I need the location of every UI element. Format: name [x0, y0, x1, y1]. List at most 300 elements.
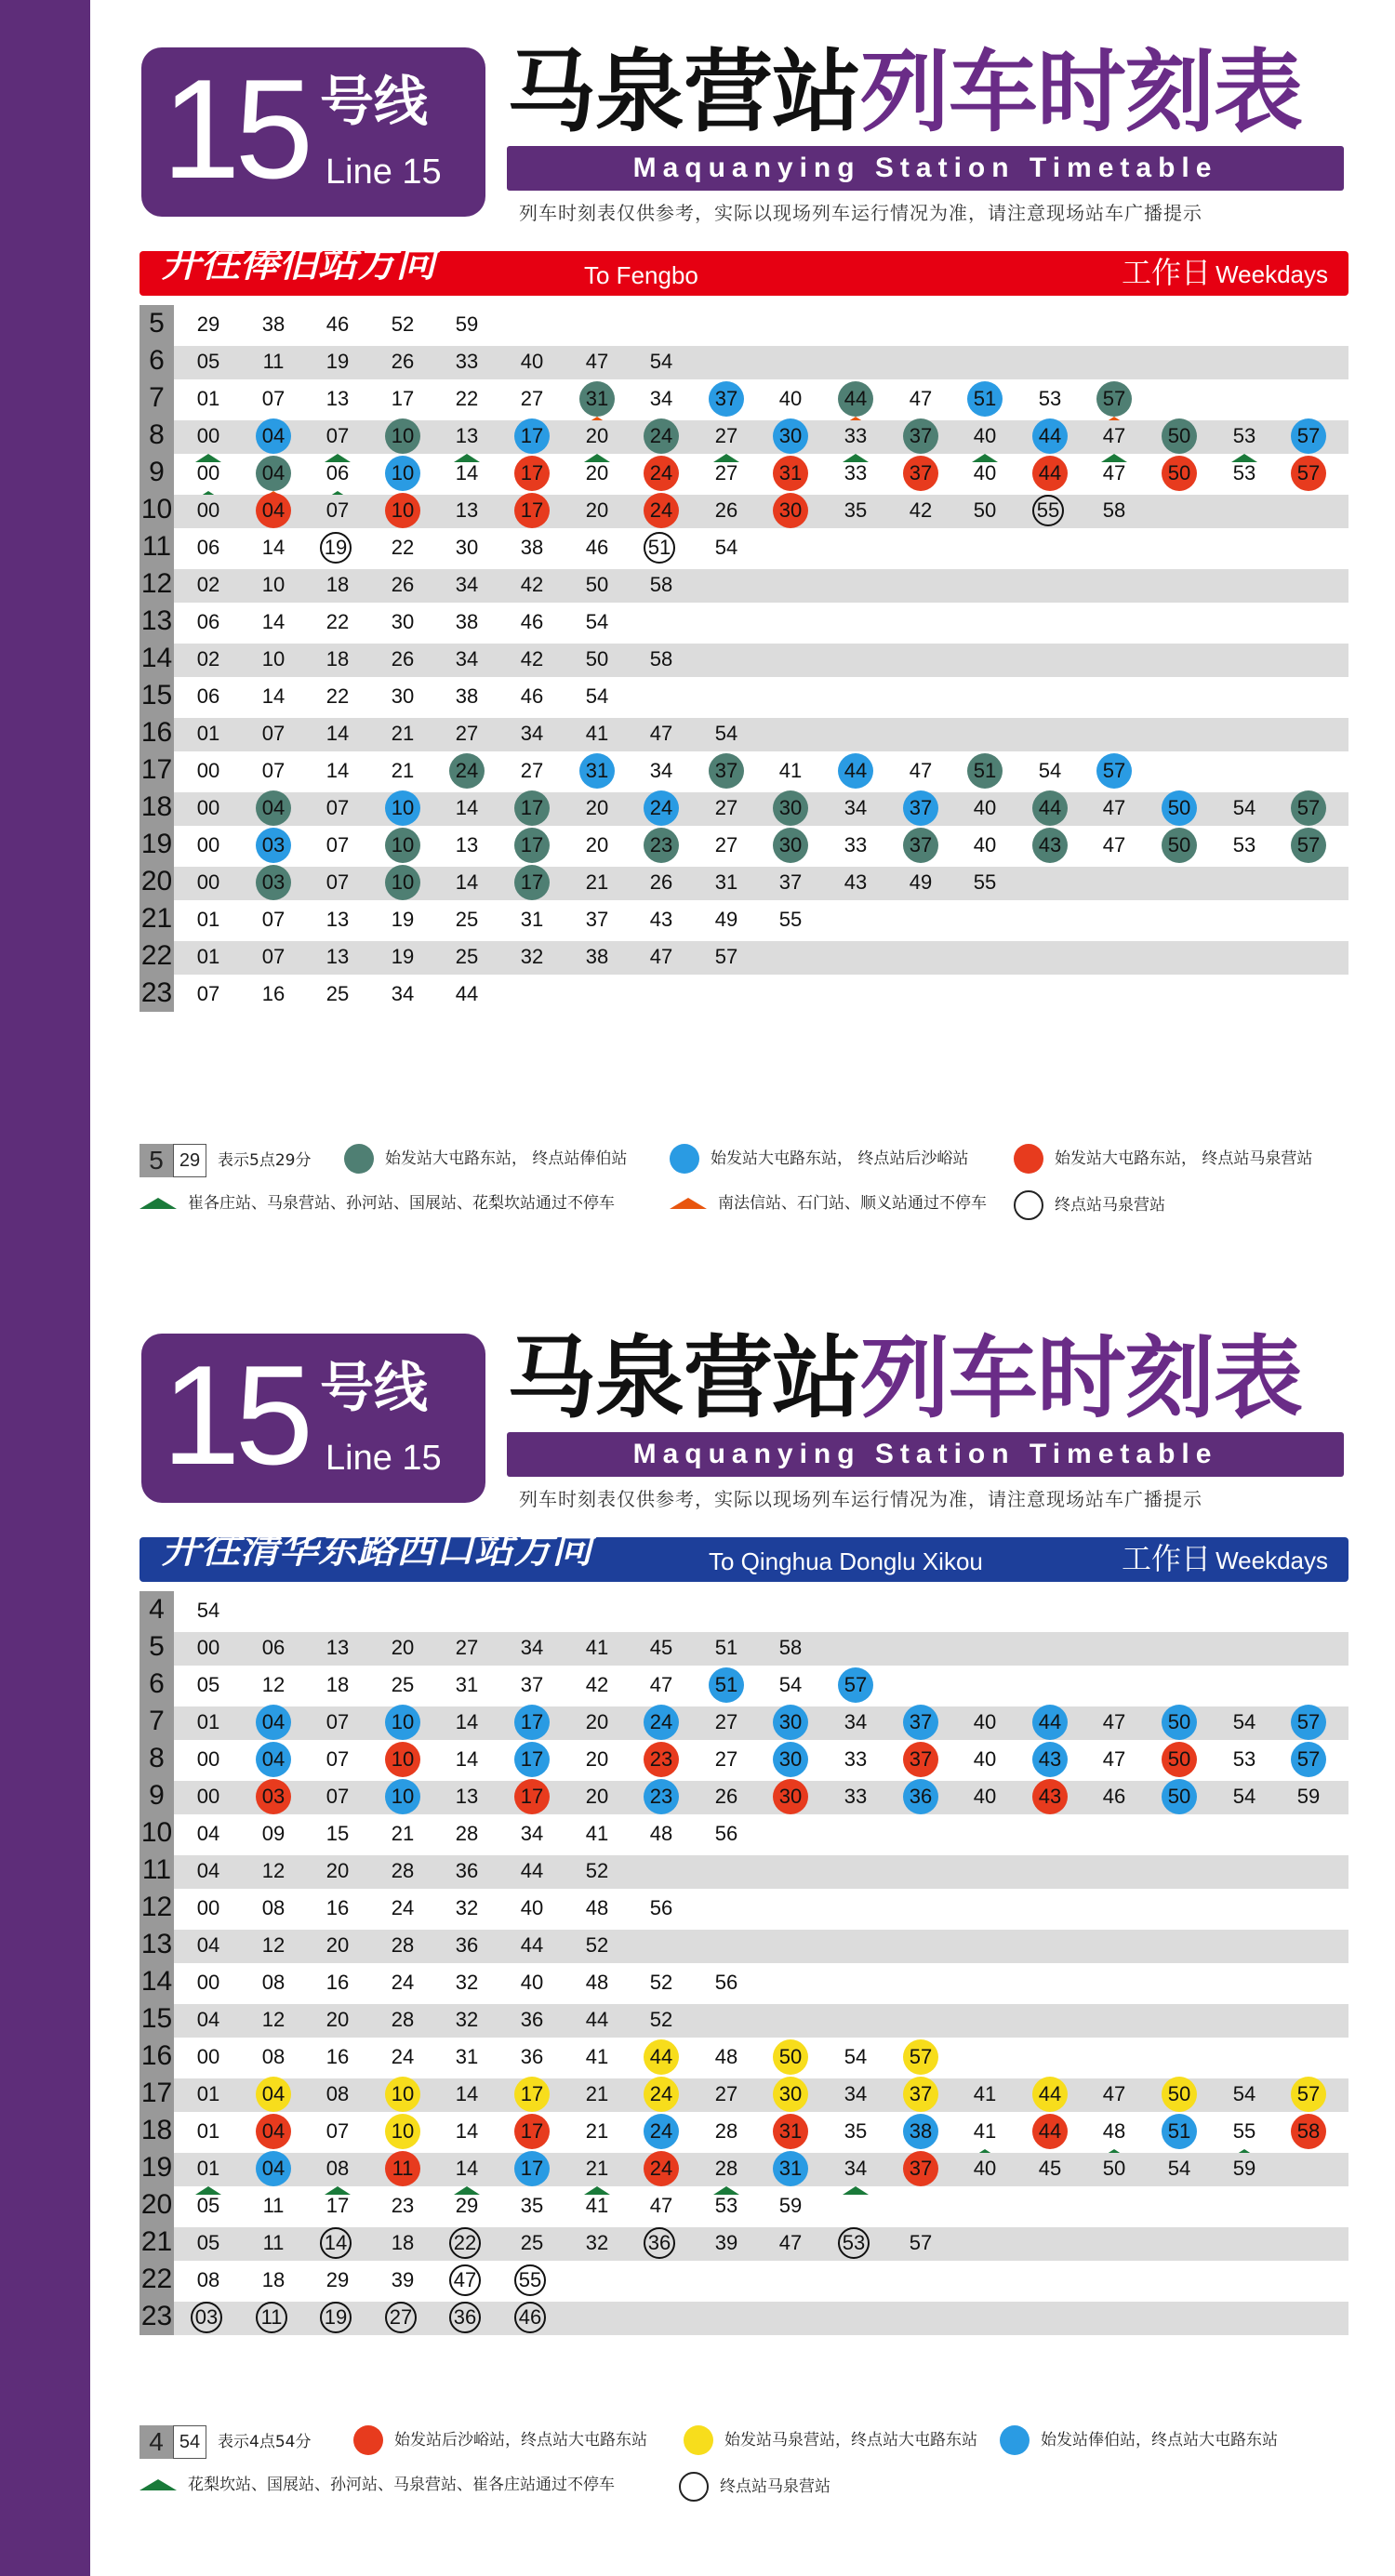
minute-value: 27	[389, 2305, 413, 2329]
hour-label: 13	[140, 1926, 174, 1963]
minute-value: 28	[391, 1859, 415, 1882]
minute-value: 42	[585, 1673, 609, 1696]
minute-value: 20	[585, 461, 609, 485]
minute-value: 57	[1296, 2082, 1321, 2105]
minute-cell	[191, 1853, 226, 1889]
minute-cell	[1096, 2114, 1132, 2149]
title-en: Maquanying Station Timetable	[507, 146, 1344, 191]
minute-value: 01	[196, 2157, 220, 2180]
minute-cell	[385, 2188, 420, 2224]
day-type	[1122, 1540, 1328, 1583]
minute-value: 23	[649, 833, 673, 856]
minute-value: 57	[1296, 1710, 1321, 1733]
minute-value: 43	[1038, 1785, 1062, 1808]
minute-value: 13	[455, 833, 479, 856]
minute-value: 50	[585, 647, 609, 671]
minute-cell	[967, 790, 1003, 826]
minute-value: 04	[196, 1822, 220, 1845]
minute-cell	[385, 790, 420, 826]
minute-cell	[320, 567, 355, 603]
minute-cell	[191, 2039, 226, 2075]
minute-value: 57	[1296, 1747, 1321, 1771]
minute-value: 08	[326, 2157, 350, 2180]
minute-cell	[1162, 1779, 1197, 1814]
minute-value: 36	[647, 2231, 671, 2254]
minute-value: 23	[391, 2194, 415, 2217]
minute-value: 32	[455, 1896, 479, 1919]
hour-row	[140, 937, 1348, 975]
legend-text: 南法信站、石门站、顺义站通过不停车	[718, 1194, 987, 1213]
minute-value: 21	[585, 2119, 609, 2143]
minute-cell	[709, 2039, 744, 2075]
day-zh: 工作日	[1121, 255, 1211, 290]
minute-value: 36	[455, 1859, 479, 1882]
minute-value: 26	[714, 498, 738, 522]
minute-value: 50	[1167, 461, 1191, 485]
minute-cell	[1096, 1742, 1132, 1777]
hour-row	[140, 603, 1348, 640]
minute-cell	[256, 716, 291, 751]
minute-value: 16	[326, 1896, 350, 1919]
minute-cell	[514, 2077, 550, 2112]
minute-value: 54	[1038, 759, 1062, 782]
legend-text: 始发站俸伯站，终点站大屯路东站	[1041, 2431, 1278, 2450]
hour-label: 11	[140, 528, 174, 565]
legend-item	[353, 2425, 647, 2455]
minute-value: 40	[520, 1896, 544, 1919]
minute-value: 22	[391, 536, 415, 559]
minute-cell	[514, 418, 550, 454]
hour-label: 8	[140, 417, 174, 454]
line-badge	[141, 47, 485, 217]
minute-cell	[644, 716, 679, 751]
minute-cell	[838, 2039, 873, 2075]
minute-value: 32	[455, 1971, 479, 1994]
minute-cell	[256, 1965, 291, 2000]
minute-cell	[967, 1742, 1003, 1777]
minute-cell	[1227, 828, 1262, 863]
minute-cell	[644, 381, 679, 417]
minute-value: 18	[326, 573, 350, 596]
minute-cell	[385, 753, 420, 789]
minute-value: 37	[909, 461, 933, 485]
minute-cell	[903, 418, 938, 454]
minute-cell	[320, 2002, 355, 2038]
hour-label: 21	[140, 900, 174, 937]
minute-cell	[449, 1928, 485, 1963]
minute-cell	[320, 976, 355, 1012]
minute-cell	[773, 2039, 808, 2075]
minute-value: 08	[196, 2268, 220, 2291]
minute-cell	[838, 2227, 870, 2259]
minute-value: 00	[196, 833, 220, 856]
minute-cell	[449, 344, 485, 379]
minute-cell	[385, 604, 420, 640]
hour-row	[140, 379, 1348, 417]
minute-value: 07	[326, 1747, 350, 1771]
minute-value: 54	[649, 350, 673, 373]
minute-value: 00	[196, 870, 220, 894]
minute-value: 40	[973, 2157, 997, 2180]
hour-label: 18	[140, 2112, 174, 2149]
hour-row	[140, 640, 1348, 677]
minute-cell	[191, 1593, 226, 1628]
hour-row	[140, 454, 1348, 491]
minute-cell	[1227, 2114, 1262, 2149]
minute-value: 30	[778, 424, 803, 447]
minute-value: 34	[455, 573, 479, 596]
minute-value: 12	[261, 1859, 286, 1882]
minute-value: 25	[455, 908, 479, 931]
minute-cell	[838, 418, 873, 454]
minute-cell	[449, 1705, 485, 1740]
minute-cell	[579, 493, 615, 528]
minute-value: 44	[844, 759, 868, 782]
minute-value: 07	[261, 759, 286, 782]
minute-value: 11	[262, 2194, 285, 2217]
minute-value: 47	[1102, 833, 1126, 856]
minute-value: 40	[973, 1747, 997, 1771]
minute-cell	[449, 456, 485, 491]
minute-value: 49	[909, 870, 933, 894]
legend-text: 始发站大屯路东站， 终点站马泉营站	[1055, 1149, 1313, 1168]
minute-cell	[191, 753, 226, 789]
minute-cell	[903, 1705, 938, 1740]
minute-cell	[385, 828, 420, 863]
minute-cell	[579, 828, 615, 863]
minute-cell	[514, 2302, 546, 2333]
minute-cell	[838, 381, 873, 417]
minute-value: 57	[1296, 833, 1321, 856]
minute-cell	[1032, 753, 1068, 789]
minute-value: 24	[649, 2119, 673, 2143]
minute-value: 24	[649, 796, 673, 819]
minute-cell	[320, 1630, 355, 1666]
minute-value: 00	[196, 1896, 220, 1919]
minute-value: 24	[391, 1971, 415, 1994]
minute-value: 39	[391, 2268, 415, 2291]
minute-value: 30	[778, 2082, 803, 2105]
minute-cell	[191, 2302, 222, 2333]
minute-value: 40	[973, 424, 997, 447]
minute-cell	[256, 1742, 291, 1777]
minute-cell	[256, 790, 291, 826]
minute-cell	[1096, 1779, 1132, 1814]
minute-value: 30	[391, 684, 415, 708]
minute-cell	[773, 456, 808, 491]
minute-cell	[449, 2151, 485, 2186]
minute-value: 53	[842, 2231, 866, 2254]
minute-value: 20	[585, 1785, 609, 1808]
minute-value: 24	[391, 1896, 415, 1919]
minute-cell	[644, 828, 679, 863]
minute-cell	[773, 828, 808, 863]
minute-cell	[1032, 2151, 1068, 2186]
minute-value: 44	[520, 1933, 544, 1957]
minute-cell	[1032, 381, 1068, 417]
hour-label: 16	[140, 2038, 174, 2075]
minute-cell	[256, 381, 291, 417]
minute-value: 06	[196, 684, 220, 708]
minute-cell	[449, 753, 485, 789]
minute-value: 51	[714, 1673, 738, 1696]
minute-value: 52	[649, 2008, 673, 2031]
minute-value: 47	[649, 722, 673, 745]
minute-value: 03	[194, 2305, 219, 2329]
example-minute: 54	[173, 2425, 206, 2459]
minute-cell	[1162, 2077, 1197, 2112]
minute-value: 44	[844, 387, 868, 410]
hour-label: 8	[140, 1740, 174, 1777]
minute-value: 27	[455, 1636, 479, 1659]
hour-label: 11	[140, 1852, 174, 1889]
minute-value: 50	[973, 498, 997, 522]
minute-cell	[320, 1853, 355, 1889]
minute-cell	[1032, 828, 1068, 863]
minute-value: 48	[1102, 2119, 1126, 2143]
minute-cell	[320, 456, 355, 491]
minute-cell	[449, 790, 485, 826]
minute-value: 22	[326, 684, 350, 708]
minute-value: 08	[326, 2082, 350, 2105]
minute-value: 17	[520, 461, 544, 485]
minute-value: 37	[909, 2157, 933, 2180]
hour-label: 23	[140, 2298, 174, 2335]
minute-value: 17	[391, 387, 415, 410]
minute-cell	[320, 2151, 355, 2186]
minute-value: 56	[649, 1896, 673, 1919]
minute-cell	[1291, 828, 1326, 863]
minute-value: 05	[196, 350, 220, 373]
minute-cell	[191, 828, 226, 863]
minute-value: 41	[585, 1636, 609, 1659]
minute-cell	[773, 1667, 808, 1703]
direction-zh: 开往俸伯站方向	[162, 240, 436, 285]
minute-cell	[191, 1630, 226, 1666]
hour-row	[140, 2224, 1348, 2261]
hour-label: 5	[140, 305, 174, 342]
minute-value: 39	[714, 2231, 738, 2254]
minute-value: 33	[844, 461, 868, 485]
minute-value: 01	[196, 2119, 220, 2143]
hour-row	[140, 417, 1348, 454]
minute-value: 07	[261, 722, 286, 745]
minute-cell	[773, 790, 808, 826]
minute-value: 52	[585, 1933, 609, 1957]
minute-cell	[644, 456, 679, 491]
minute-value: 19	[391, 945, 415, 968]
minute-cell	[579, 1630, 615, 1666]
minute-value: 50	[1167, 833, 1191, 856]
minute-value: 38	[909, 2119, 933, 2143]
minute-value: 13	[326, 908, 350, 931]
minute-cell	[385, 1928, 420, 1963]
minute-value: 47	[1102, 461, 1126, 485]
minute-cell	[644, 1779, 679, 1814]
minute-value: 56	[714, 1822, 738, 1845]
minute-cell	[514, 1742, 550, 1777]
minute-value: 40	[973, 796, 997, 819]
minute-value: 47	[909, 387, 933, 410]
minute-cell	[320, 2114, 355, 2149]
minute-value: 33	[455, 350, 479, 373]
minute-value: 30	[778, 833, 803, 856]
minute-cell	[385, 1742, 420, 1777]
minute-cell	[385, 939, 420, 975]
minute-cell	[1227, 1742, 1262, 1777]
minute-value: 19	[326, 350, 350, 373]
minute-cell	[385, 2225, 420, 2261]
minute-value: 38	[455, 684, 479, 708]
minute-value: 24	[649, 1710, 673, 1733]
minute-cell	[644, 2227, 675, 2259]
minute-cell	[449, 1965, 485, 2000]
minute-cell	[1162, 418, 1197, 454]
minute-value: 37	[909, 833, 933, 856]
minute-value: 17	[520, 498, 544, 522]
minute-value: 21	[585, 2157, 609, 2180]
minute-value: 01	[196, 722, 220, 745]
minute-value: 04	[261, 2119, 286, 2143]
minute-value: 57	[909, 2231, 933, 2254]
minute-cell	[579, 604, 615, 640]
minute-cell	[449, 1891, 485, 1926]
minute-value: 50	[778, 2045, 803, 2068]
minute-value: 10	[261, 573, 286, 596]
minute-cell	[1227, 1705, 1262, 1740]
minute-value: 34	[649, 759, 673, 782]
minute-cell	[385, 567, 420, 603]
minute-value: 10	[391, 1785, 415, 1808]
minute-cell	[514, 530, 550, 565]
minute-value: 24	[649, 461, 673, 485]
minute-value: 57	[1102, 759, 1126, 782]
minute-cell	[709, 828, 744, 863]
minute-cell	[385, 2151, 420, 2186]
minute-value: 40	[520, 1971, 544, 1994]
legend-item	[344, 1144, 627, 1174]
minute-value: 30	[778, 1747, 803, 1771]
minute-cell	[1096, 418, 1132, 454]
minute-value: 35	[844, 2119, 868, 2143]
minute-cell	[644, 2077, 679, 2112]
minute-cell	[579, 2114, 615, 2149]
minute-cell	[967, 753, 1003, 789]
minute-cell	[449, 679, 485, 714]
minute-value: 41	[585, 2045, 609, 2068]
minute-value: 41	[778, 759, 803, 782]
minute-value: 47	[909, 759, 933, 782]
minute-cell	[514, 1891, 550, 1926]
minute-value: 20	[585, 498, 609, 522]
minute-value: 57	[1296, 424, 1321, 447]
minute-cell	[320, 1891, 355, 1926]
hour-row	[140, 1591, 1348, 1628]
minute-value: 17	[520, 833, 544, 856]
minute-value: 05	[196, 2231, 220, 2254]
minute-cell	[1291, 1742, 1326, 1777]
minute-cell	[903, 493, 938, 528]
minute-value: 10	[391, 2119, 415, 2143]
legend-example	[140, 2425, 311, 2459]
minute-cell	[385, 865, 420, 900]
minute-value: 47	[1102, 424, 1126, 447]
minute-cell	[1096, 1705, 1132, 1740]
hour-row	[140, 1889, 1348, 1926]
minute-cell	[320, 642, 355, 677]
minute-value: 06	[326, 461, 350, 485]
minute-cell	[1291, 418, 1326, 454]
minute-cell	[256, 2114, 291, 2149]
hour-label: 9	[140, 454, 174, 491]
minute-cell	[256, 679, 291, 714]
minute-cell	[191, 1667, 226, 1703]
minute-cell	[385, 1630, 420, 1666]
minute-value: 30	[778, 498, 803, 522]
hour-label: 9	[140, 1777, 174, 1814]
minute-value: 20	[585, 833, 609, 856]
minute-cell	[191, 2077, 226, 2112]
minute-value: 34	[520, 1822, 544, 1845]
minute-value: 06	[196, 536, 220, 559]
minute-value: 09	[261, 1822, 286, 1845]
minute-cell	[449, 939, 485, 975]
minute-value: 00	[196, 2045, 220, 2068]
minute-value: 59	[1232, 2157, 1256, 2180]
minute-value: 47	[778, 2231, 803, 2254]
minute-cell	[385, 2039, 420, 2075]
minute-value: 47	[1102, 1747, 1126, 1771]
minute-value: 46	[520, 684, 544, 708]
minute-value: 22	[453, 2231, 477, 2254]
minute-cell	[967, 381, 1003, 417]
minute-cell	[514, 1816, 550, 1852]
minute-cell	[191, 2225, 226, 2261]
minute-cell	[644, 2188, 679, 2224]
minute-value: 26	[714, 1785, 738, 1808]
minute-value: 01	[196, 387, 220, 410]
minute-value: 25	[391, 1673, 415, 1696]
station-title	[507, 40, 1302, 144]
minute-value: 29	[196, 312, 220, 336]
minute-value: 10	[391, 1710, 415, 1733]
minute-cell	[385, 456, 420, 491]
minute-cell	[385, 716, 420, 751]
minute-cell	[579, 1853, 615, 1889]
minute-value: 47	[585, 350, 609, 373]
minute-cell	[514, 1928, 550, 1963]
minute-value: 27	[714, 1747, 738, 1771]
minute-cell	[773, 1779, 808, 1814]
minute-value: 14	[324, 2231, 348, 2254]
minute-value: 07	[261, 908, 286, 931]
minute-cell	[514, 716, 550, 751]
minute-value: 34	[844, 2157, 868, 2180]
minute-cell	[256, 307, 291, 342]
minute-value: 15	[326, 1822, 350, 1845]
example-minute: 29	[173, 1144, 206, 1177]
minute-value: 08	[261, 2045, 286, 2068]
minute-value: 28	[714, 2119, 738, 2143]
legend-dot-icon	[1000, 2425, 1030, 2455]
minute-cell	[191, 567, 226, 603]
hour-row	[140, 2075, 1348, 2112]
minute-cell	[191, 418, 226, 454]
minute-value: 32	[455, 2008, 479, 2031]
minute-value: 44	[1038, 2082, 1062, 2105]
hour-label: 20	[140, 2186, 174, 2224]
minute-value: 49	[714, 908, 738, 931]
